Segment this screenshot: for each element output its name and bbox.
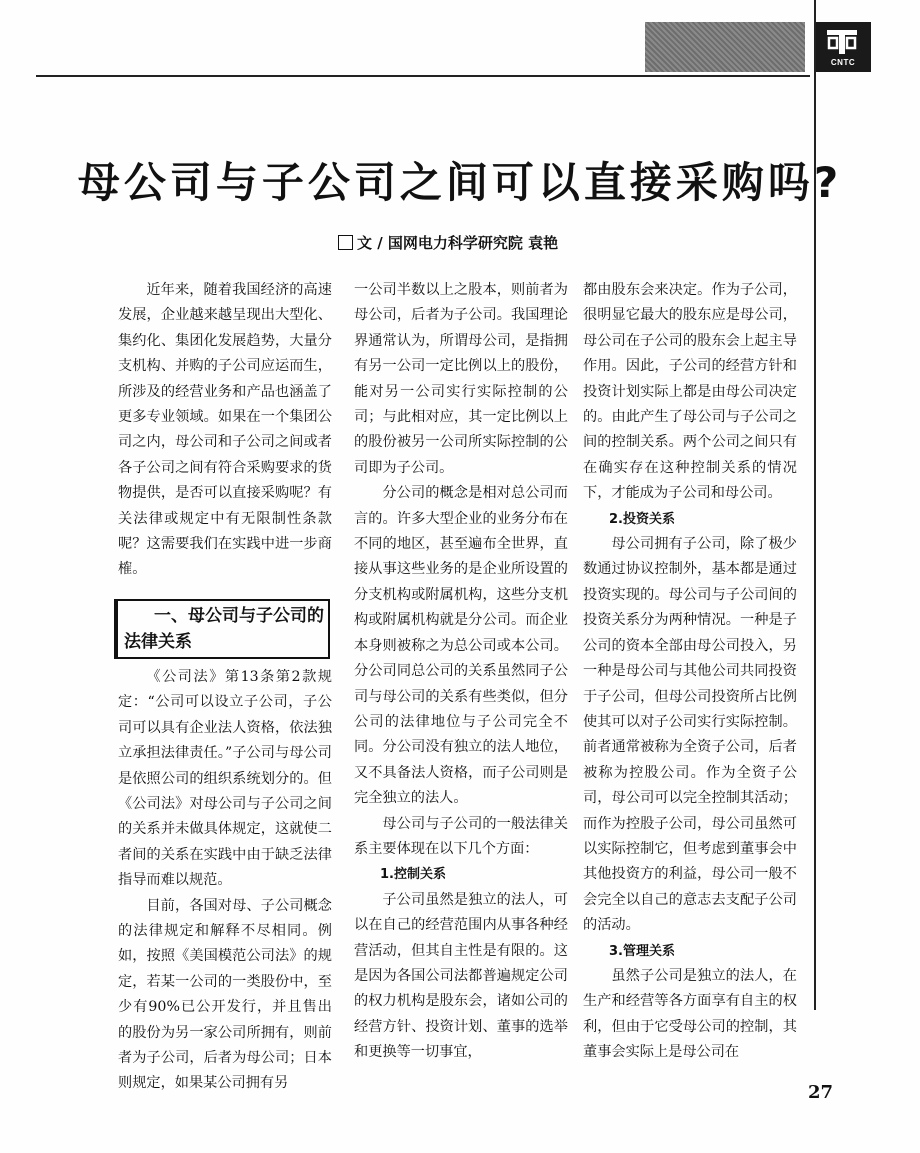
section-heading bbox=[114, 599, 330, 659]
subheading-control: 1.控制关系 bbox=[380, 867, 446, 883]
logo-text: CNTC bbox=[830, 58, 856, 67]
paragraph: 一公司半数以上之股本，则前者为母公司，后者为子公司。我国理论界通常认为，所谓母公司，是指拥有另一公司一定比例以上的股份，能对另一公司实行实际控制的公司；与此相对应，其一定比例以上的股份被另一公司所实际控制的公司即为子公司。 bbox=[354, 282, 568, 476]
paragraph: 分公司的概念是相对总公司而言的。许多大型企业的业务分布在不同的地区，甚至遍布全世界，直接从事这些业务的是企业所设置的分支机构或附属机构，这些分支机构或附属机构就是分公司。而企业本身则被称之为总公司或本公司。分公司同总公司的关系虽然同子公司与母公司的关系有些类似，但分公司的法律地位与子公司完全不同。分公司没有独立的法人地位，又不具备法人资格，而子公司则是完全独立的法人。 bbox=[354, 485, 568, 807]
subheading-investment: 2.投资关系 bbox=[609, 511, 675, 527]
paragraph: 《公司法》第13条第2款规定：“公司可以设立子公司，子公司可以具有企业法人资格，依法独立承担法律责任。”子公司与母公司是依照公司的组织系统划分的。但《公司法》对母公司与子公司之间的关系并未做具体规定，这就使二者间的关系在实践中由于缺乏法律指导而难以规范。 bbox=[118, 668, 332, 889]
column-2 bbox=[354, 278, 568, 1066]
paragraph: 子公司虽然是独立的法人，可以在自己的经营范围内从事各种经营活动，但其自主性是有限的。这是因为各国公司法都普遍规定公司的权力机构是股东会，诸如公司的经营方针、投资计划、董事的选举和更换等一切事宜， bbox=[354, 891, 568, 1061]
column-1 bbox=[118, 278, 332, 1097]
journal-logo bbox=[815, 22, 871, 72]
header-band bbox=[645, 22, 805, 72]
byline-text: 文 / 国网电力科学研究院 袁艳 bbox=[357, 234, 559, 252]
paragraph: 母公司拥有子公司，除了极少数通过协议控制外，基本都是通过投资实现的。母公司与子公司间的投资关系分为两种情况。一种是子公司的资本全部由母公司投入，另一种是母公司与其他公司共同投资于子公司，但母公司投资所占比例使其可以对子公司实行实际控制。前者通常被称为全资子公司，后者被称为控股公司。作为全资子公司，母公司可以完全控制其活动；而作为控股子公司，母公司虽然可以实际控制它，但考虑到董事会中其他投资方的利益，母公司一般不会完全以自己的意志去支配子公司的活动。 bbox=[583, 536, 797, 934]
byline bbox=[338, 232, 558, 253]
section-heading-line-2: 法律关系 bbox=[124, 631, 192, 652]
subheading-management: 3.管理关系 bbox=[609, 943, 675, 959]
byline-box-icon bbox=[338, 235, 353, 250]
paragraph: 近年来，随着我国经济的高速发展，企业越来越呈现出大型化、集约化、集团化发展趋势，大量分支机构、并购的子公司应运而生，所涉及的经营业务和产品也涵盖了更多专业领域。如果在一个集团公司之内，母公司和子公司之间或者各子公司之间有符合采购要求的货物提供，是否可以直接采购呢？有关法律或规定中有无限制性条款呢？这需要我们在实践中进一步商榷。 bbox=[118, 282, 332, 578]
column-3 bbox=[583, 278, 797, 1066]
section-heading-line-1: 一、母公司与子公司的 bbox=[154, 605, 324, 626]
paragraph: 母公司与子公司的一般法律关系主要体现在以下几个方面： bbox=[354, 815, 568, 857]
header-rule bbox=[36, 75, 810, 77]
paragraph: 虽然子公司是独立的法人，在生产和经营等各方面享有自主的权利，但由于它受母公司的控制，其董事会实际上是母公司在 bbox=[583, 967, 797, 1061]
paragraph: 都由股东会来决定。作为子公司，很明显它最大的股东应是母公司，母公司在子公司的股东会上起主导作用。因此，子公司的经营方针和投资计划实际上都是由母公司决定的。由此产生了母公司与子公司之间的控制关系。两个公司之间只有在确实存在这种控制关系的情况下，才能成为子公司和母公司。 bbox=[583, 282, 797, 502]
article-title: 母公司与子公司之间可以直接采购吗? bbox=[77, 158, 843, 207]
cntc-logo-icon bbox=[825, 28, 859, 56]
page-number: 27 bbox=[808, 1082, 834, 1103]
paragraph: 目前，各国对母、子公司概念的法律规定和解释不尽相同。例如，按照《美国模范公司法》的规定，若某一公司的一类股份中，至少有90%已公开发行，并且售出的股份为另一家公司所拥有，则前者为子公司，后者为母公司；日本则规定，如果某公司拥有另 bbox=[118, 897, 332, 1092]
